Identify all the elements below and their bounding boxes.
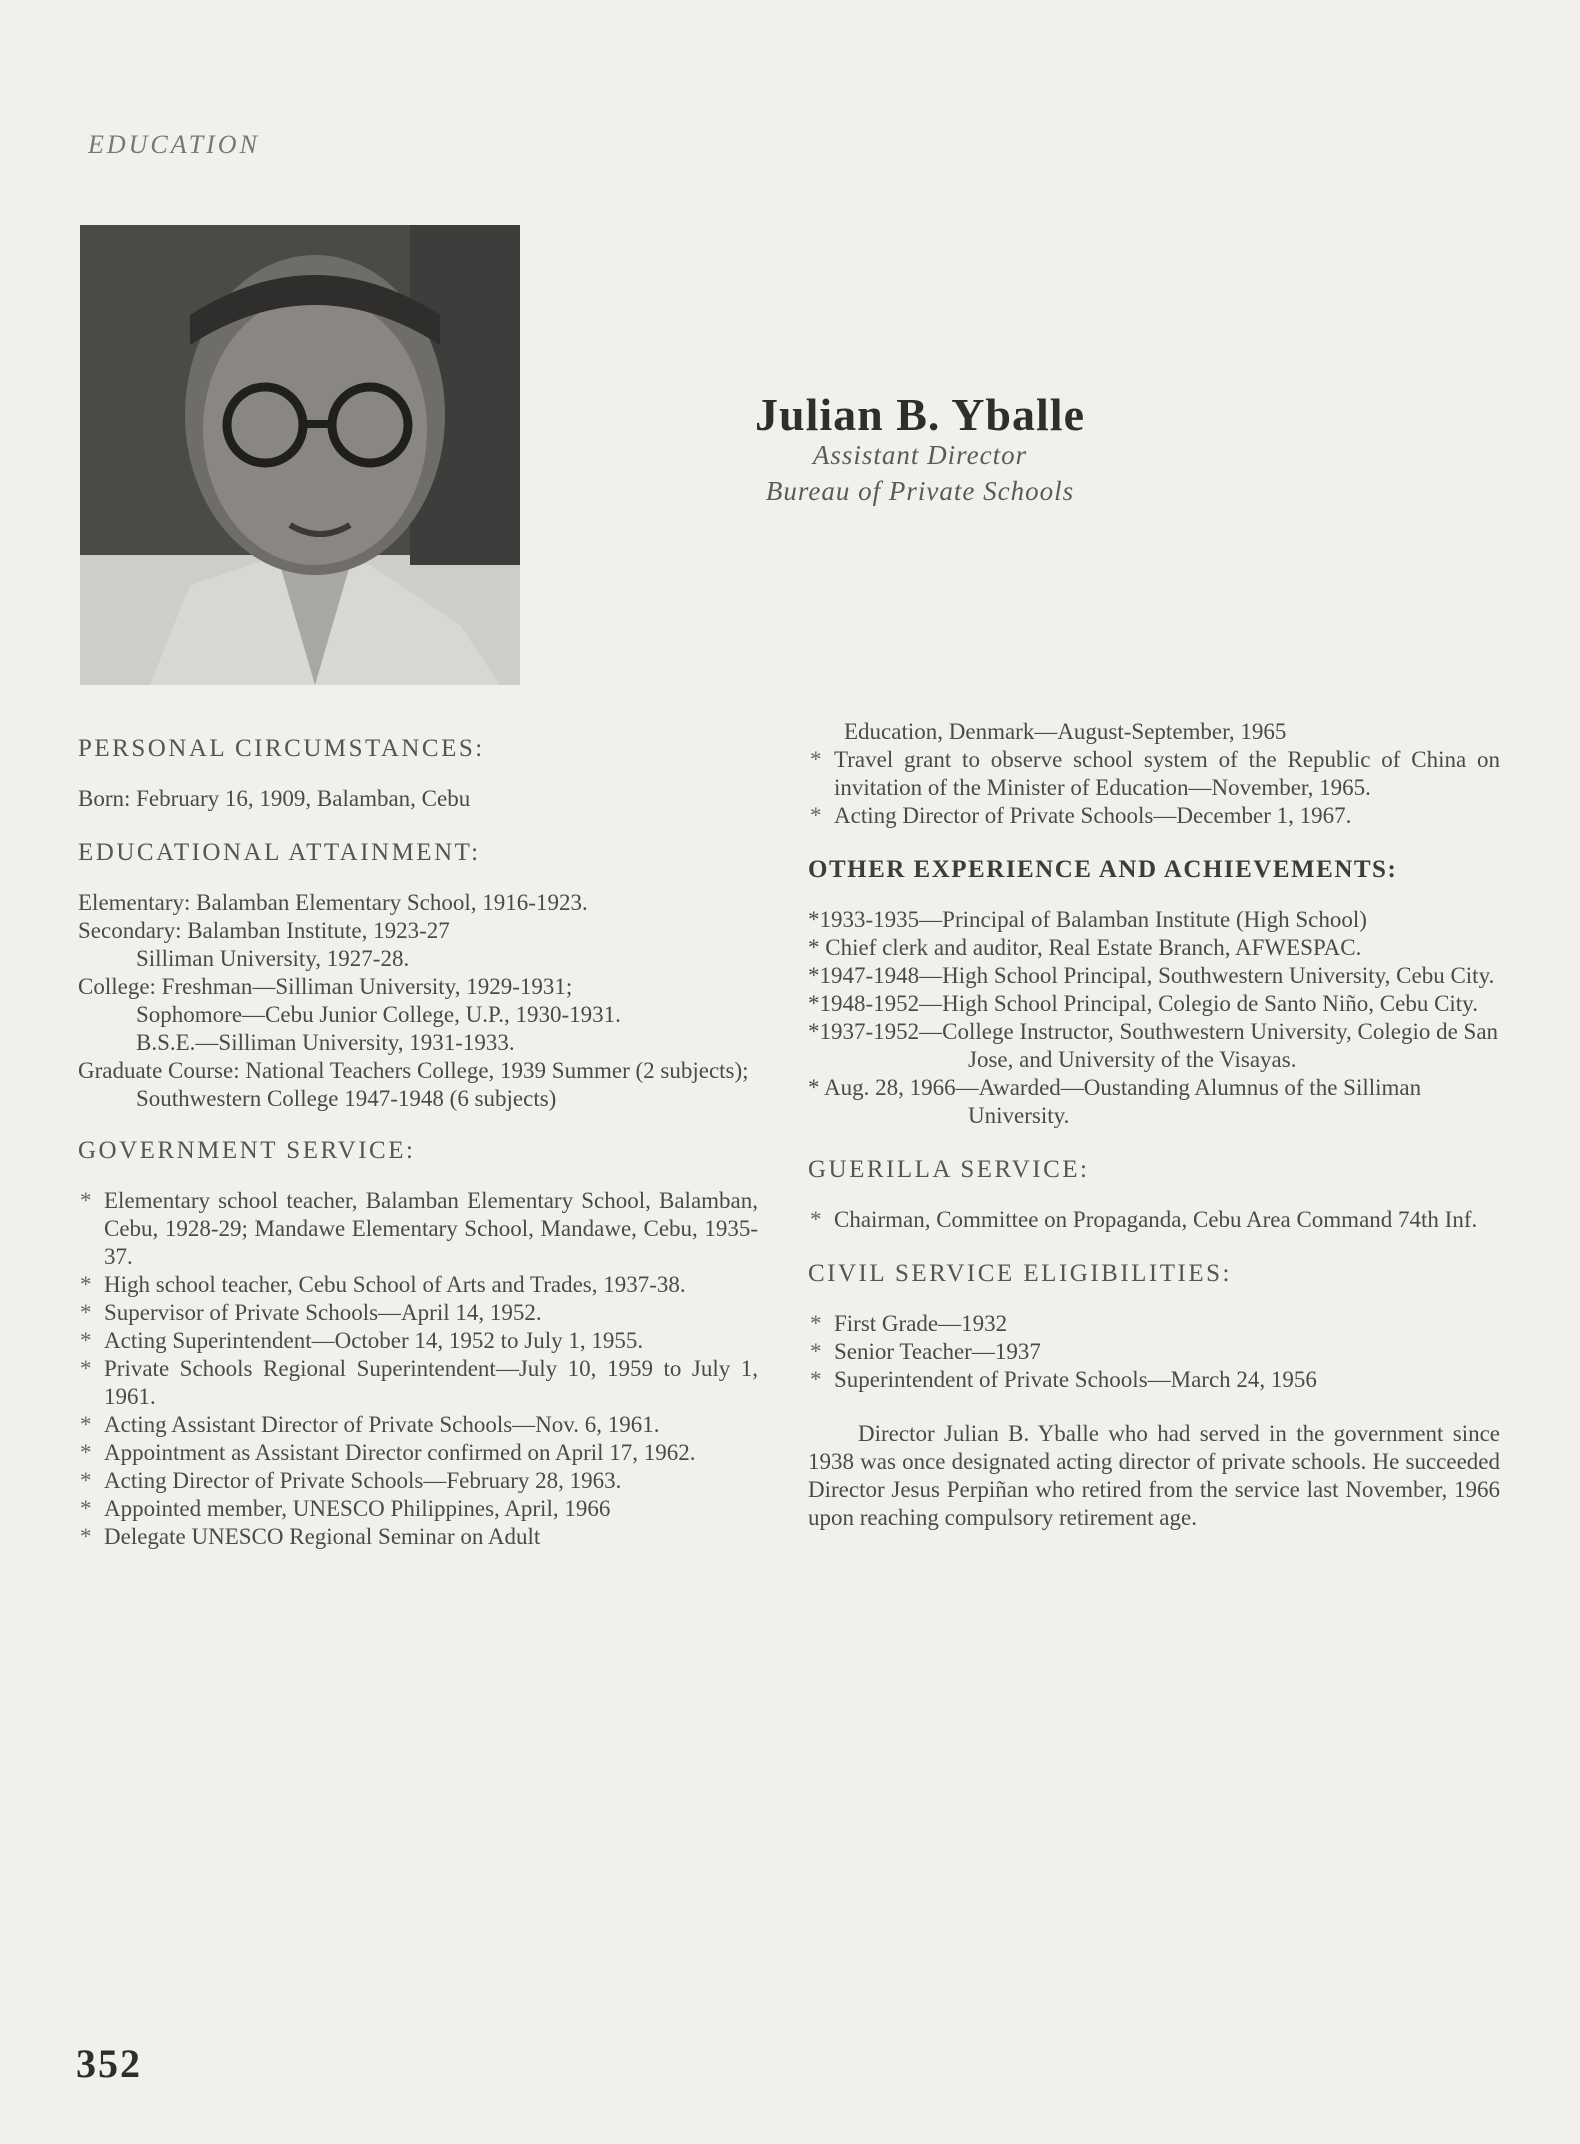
list-item: * Travel grant to observe school system of the Republic of China on invitation of the Minister of Education—November, 1965. [808, 746, 1500, 802]
list-item: * Senior Teacher—1937 [808, 1338, 1500, 1366]
person-name: Julian B. Yballe [755, 389, 1085, 440]
page-number: 352 [76, 2041, 142, 2086]
list-item: * Acting Director of Private Schools—February 28, 1963. [78, 1467, 758, 1495]
list-item: * Aug. 28, 1966—Awarded—Oustanding Alumnus of the Silliman University. [808, 1075, 1422, 1128]
education-college-2: Sophomore—Cebu Junior College, U.P., 1930-1931. [136, 1002, 621, 1027]
civil-heading: CIVIL SERVICE ELIGIBILITIES: [808, 1260, 1232, 1287]
list-item: * Elementary school teacher, Balamban Elementary School, Balamban, Cebu, 1928-29; Mandawe Elementary School, Mandawe, Cebu, 1935-37. [78, 1187, 758, 1271]
experience-list [808, 906, 1500, 1130]
education-graduate: Graduate Course: National Teachers College, 1939 Summer (2 subjects); Southwestern College 1947-1948 (6 subjects) [78, 1058, 749, 1111]
list-item: *1937-1952—College Instructor, Southwestern University, Colegio de San Jose, and University of the Visayas. [808, 1019, 1499, 1072]
education-secondary: Secondary: Balamban Institute, 1923-27 [78, 918, 450, 943]
education-college: College: Freshman—Silliman University, 1929-1931; [78, 974, 573, 999]
education-heading: EDUCATIONAL ATTAINMENT: [78, 839, 481, 866]
experience-heading: OTHER EXPERIENCE AND ACHIEVEMENTS: [808, 856, 1398, 883]
government-heading: GOVERNMENT SERVICE: [78, 1137, 416, 1164]
list-item: * Private Schools Regional Superintendent—July 10, 1959 to July 1, 1961. [78, 1355, 758, 1411]
government-continuation: Education, Denmark—August-September, 1965 [844, 719, 1287, 744]
guerilla-heading: GUERILLA SERVICE: [808, 1156, 1090, 1183]
civil-list [808, 1310, 1500, 1394]
list-item: * Chief clerk and auditor, Real Estate Branch, AFWESPAC. [808, 935, 1362, 960]
section-label: EDUCATION [88, 130, 260, 159]
list-item: * Delegate UNESCO Regional Seminar on Adult [78, 1523, 758, 1551]
guerilla-list [808, 1206, 1500, 1234]
education-elementary: Elementary: Balamban Elementary School, 1916-1923. [78, 890, 588, 915]
list-item: * Superintendent of Private Schools—March 24, 1956 [808, 1366, 1500, 1394]
person-bureau: Bureau of Private Schools [765, 476, 1075, 506]
closing-paragraph: Director Julian B. Yballe who had served in the government since 1938 was once designated acting director of private schools. He succeeded Director Jesus Perpiñan who retired from the service last November, 1966 upon reaching compulsory retirement age. [808, 1421, 1500, 1530]
list-item: * Chairman, Committee on Propaganda, Cebu Area Command 74th Inf. [808, 1206, 1500, 1234]
list-item: * Acting Assistant Director of Private Schools—Nov. 6, 1961. [78, 1411, 758, 1439]
list-item: *1947-1948—High School Principal, Southwestern University, Cebu City. [808, 963, 1495, 988]
list-item: * Acting Director of Private Schools—December 1, 1967. [808, 802, 1500, 830]
list-item: * High school teacher, Cebu School of Arts and Trades, 1937-38. [78, 1271, 758, 1299]
list-item: * First Grade—1932 [808, 1310, 1500, 1338]
right-column [808, 718, 1500, 1555]
list-item: * Acting Superintendent—October 14, 1952 to July 1, 1955. [78, 1327, 758, 1355]
government-continued-list [808, 746, 1500, 830]
government-list [78, 1187, 758, 1551]
education-secondary-2: Silliman University, 1927-28. [136, 946, 410, 971]
education-college-3: B.S.E.—Silliman University, 1931-1933. [136, 1030, 515, 1055]
list-item: * Supervisor of Private Schools—April 14, 1952. [78, 1299, 758, 1327]
list-item: *1933-1935—Principal of Balamban Institute (High School) [808, 907, 1367, 932]
list-item: * Appointed member, UNESCO Philippines, April, 1966 [78, 1495, 758, 1523]
portrait-photo [80, 225, 520, 685]
personal-heading: PERSONAL CIRCUMSTANCES: [78, 735, 485, 762]
portrait-illustration [80, 225, 520, 685]
list-item: * Appointment as Assistant Director confirmed on April 17, 1962. [78, 1439, 758, 1467]
left-column [78, 735, 758, 1577]
person-title: Assistant Director [812, 440, 1028, 470]
born-line: Born: February 16, 1909, Balamban, Cebu [78, 786, 471, 811]
list-item: *1948-1952—High School Principal, Colegio de Santo Niño, Cebu City. [808, 991, 1478, 1016]
